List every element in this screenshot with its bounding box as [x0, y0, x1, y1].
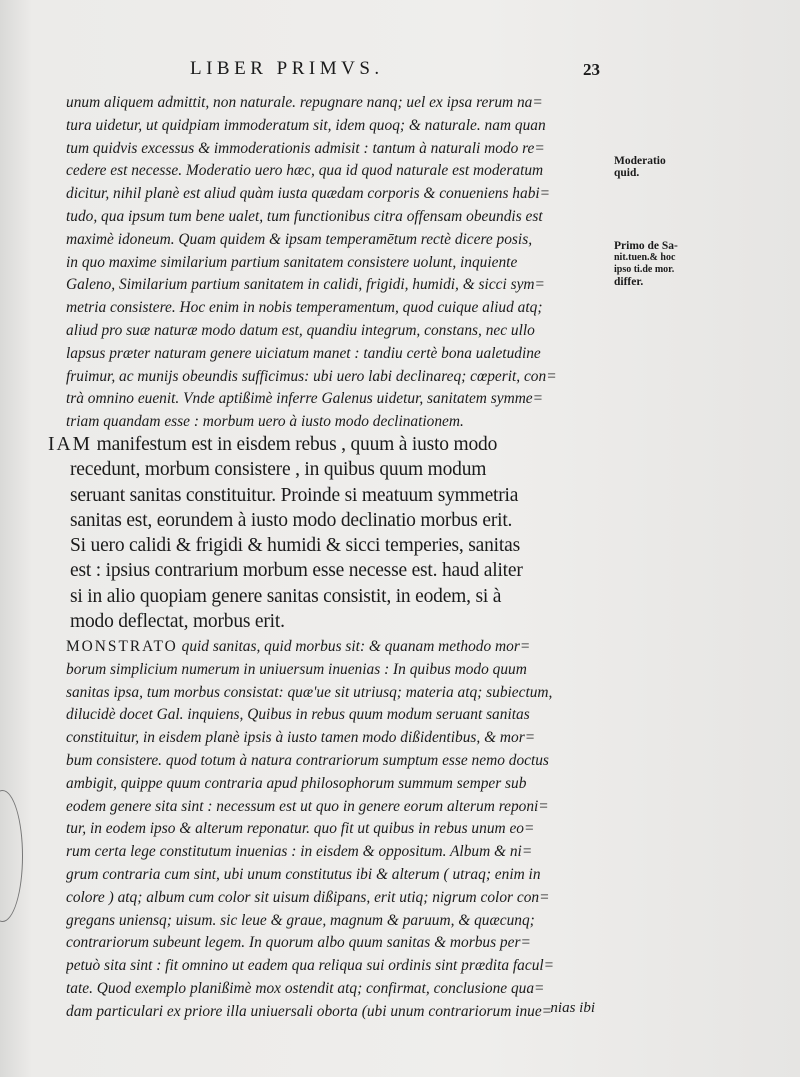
text-line: fruimur, ac munijs obeundis sufficimus: ubi uero labi declinareq; cœperit, con=	[66, 367, 557, 385]
text-line: unum aliquem admittit, non naturale. repugnare nanq; uel ex ipsa rerum na=	[66, 94, 543, 111]
margin-note-line: Moderatio	[614, 155, 666, 167]
running-title: LIBER PRIMVS.	[190, 58, 384, 79]
text-line: rum certa lege constitutum inuenias : in eisdem & oppositum. Album & ni=	[66, 843, 533, 861]
text-line: aliud pro suæ naturæ modo datum est, quandiu integrum, constans, nec ullo	[66, 321, 535, 339]
paragraph-3	[66, 636, 594, 1024]
text-line: eodem genere sita sint : necessum est ut quo in genere eorum alterum reponi=	[66, 797, 549, 815]
text-line: tur, in eodem ipso & alterum reponatur. quo fit ut quibus in rebus unum eo=	[66, 820, 535, 838]
margin-note-line: Primo de Sa-	[614, 240, 678, 252]
margin-note-line: ipso ti.de mor.	[614, 264, 675, 275]
folio-number: 23	[583, 60, 600, 79]
text-line: constituitur, in eisdem planè ipsis à iusto tamen modo dißidentibus, & mor=	[66, 729, 536, 747]
text-line: metria consistere. Hoc enim in nobis temperamentum, quod cuique aliud atq;	[66, 299, 543, 317]
initial-word: IAM	[48, 434, 92, 455]
text-line: sanitas est, eorundem à iusto modo declinatio morbus erit.	[70, 509, 513, 531]
paragraph-2	[48, 432, 592, 634]
initial-word: MONSTRATO	[66, 638, 178, 655]
text-line: petuò sita sint : fit omnino ut eadem qua reliqua sui ordinis sint prædita facul=	[66, 957, 555, 975]
paragraph-1	[66, 92, 594, 434]
text-line: in quo maxime similarium partium sanitatem consistere uolunt, inquiente	[66, 253, 518, 271]
text-line	[66, 636, 594, 659]
text-line: Si uero calidi & frigidi & humidi & sicci temperies, sanitas	[70, 535, 520, 557]
text-line: tum quidvis excessus & immoderationis admisit : tantum à naturali modo re=	[66, 139, 545, 157]
margin-note-primo-de-sanit	[614, 240, 714, 288]
text-line: colore ) atq; album cum color sit uisum dißipans, erit utiq; nigrum color con=	[66, 888, 550, 906]
margin-note-line: quid.	[614, 167, 640, 179]
text-line: tudo, qua ipsum tum bene ualet, tum functionibus citra offensam obeundis est	[66, 207, 543, 225]
page-edge-curve	[0, 790, 23, 922]
text-line: dilucidè docet Gal. inquiens, Quibus in rebus quum modum seruant sanitas	[66, 706, 530, 724]
text-line	[48, 432, 592, 457]
text-line: triam quandam esse : morbum uero à iusto modo declinationem.	[66, 413, 464, 431]
text-line: tura uidetur, ut quidpiam immoderatum sit, idem quoq; & naturale. nam quan	[66, 116, 546, 134]
text-line: modo deflectat, morbus erit.	[70, 611, 285, 633]
text-line: seruant sanitas constituitur. Proinde si meatuum symmetria	[70, 484, 519, 506]
text-line: dam particulari ex priore illa uniuersali oborta (ubi unum contrariorum inue=	[66, 1002, 553, 1020]
text-line: maximè idoneum. Quam quidem & ipsam temperamētum rectè dicere posis,	[66, 230, 533, 248]
text-line: gregans uniensq; uisum. sic leue & graue, magnum & paruum, & quæcunq;	[66, 911, 535, 929]
text-line: recedunt, morbum consistere , in quibus quum modum	[70, 459, 487, 481]
text-line: est : ipsius contrarium morbum esse necesse est. haud aliter	[70, 560, 523, 582]
line-text: quid sanitas, quid morbus sit: & quanam methodo mor=	[177, 638, 531, 655]
text-line: lapsus præter naturam genere uiciatum manet : tandiu certè bona ualetudine	[66, 344, 541, 362]
text-line: si in alio quopiam genere sanitas consistit, in eodem, si à	[70, 585, 502, 607]
line-text: manifestum est in eisdem rebus , quum à iusto modo	[91, 434, 498, 455]
margin-note-line: nit.tuen.& hoc	[614, 252, 676, 263]
text-line: contrariorum subeunt legem. In quorum albo quum sanitas & morbus per=	[66, 934, 531, 952]
text-line: Galeno, Similarium partium sanitatem in calidi, frigidi, humidi, & sicci sym=	[66, 276, 545, 294]
text-line: dicitur, nihil planè est aliud quàm iusta quædam corporis & conueniens habi=	[66, 185, 551, 203]
margin-note-moderatio	[614, 155, 714, 179]
text-line: trà omnino euenit. Vnde aptißimè inferre Galenus uidetur, sanitatem symme=	[66, 390, 544, 408]
text-line: tate. Quod exemplo planißimè mox ostendit atq; confirmat, conclusione qua=	[66, 979, 545, 997]
text-line: ambigit, quippe quum contraria apud philosophorum summum semper sub	[66, 774, 527, 792]
catchword: nias ibi	[550, 1000, 595, 1016]
text-line: bum consistere. quod totum à natura contrariorum sumptum esse nemo doctus	[66, 751, 549, 769]
margin-note-line: differ.	[614, 276, 644, 288]
text-line: borum simplicium numerum in uniuersum inuenias : In quibus modo quum	[66, 660, 527, 678]
page-header	[190, 58, 600, 82]
text-line: grum contraria cum sint, ubi unum constitutus ibi & alterum ( utraq; enim in	[66, 865, 541, 883]
text-line: sanitas ipsa, tum morbus consistat: quæ'ue sit utriusq; materia atq; subiectum,	[66, 683, 553, 701]
text-line: cedere est necesse. Moderatio uero hæc, qua id quod naturale est moderatum	[66, 162, 544, 180]
